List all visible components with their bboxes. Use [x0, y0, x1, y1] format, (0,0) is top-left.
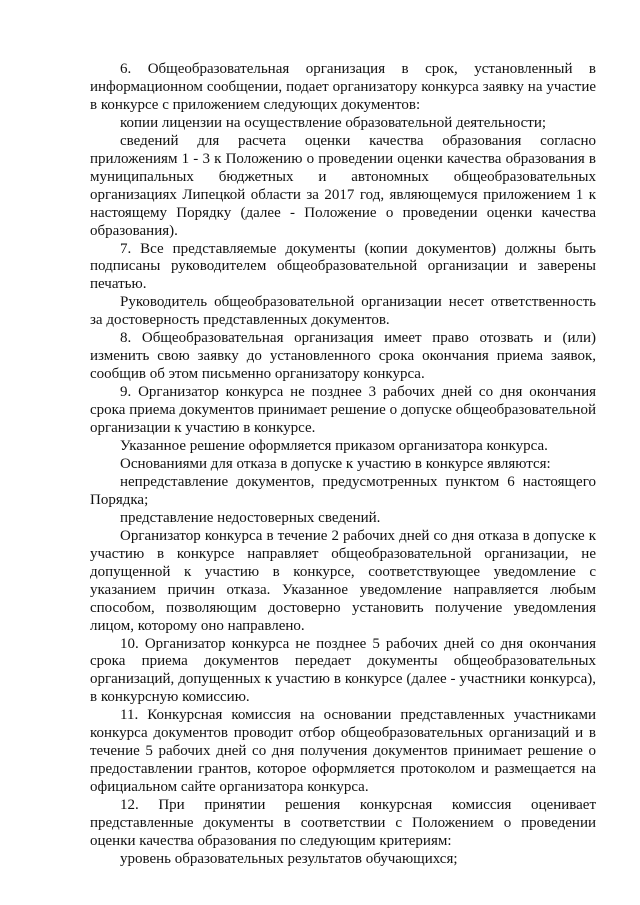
paragraph-refusal-notice: Организатор конкурса в течение 2 рабочих дней со дня отказа в допуске к участию в конкурсе направляет общеобразовательной организации, не допущенной к участию в конкурсе, соответствующее уведомление с указанием причин отказа. Указанное уведомление направляется любым способом, позволяющим достоверно установить получение уведомления лицом, которому оно направлено. [90, 527, 596, 634]
paragraph-11-selection: 11. Конкурсная комиссия на основании представленных участниками конкурса документов проводит отбор общеобразовательных организаций и в течение 5 рабочих дней со дня получения документов принимает решение о предоставлении грантов, которое оформляется протоколом и размещается на официальном сайте организатора конкурса. [90, 707, 596, 796]
paragraph-quality-data: сведений для расчета оценки качества образования согласно приложениям 1 - 3 к Положению о проведении оценки качества образования в муниципальных бюджетных и автономных общеобразовательных организациях Липецкой области за 2017 год, являющемуся приложением 1 к настоящему Порядку (далее - Положение о проведении оценки качества образования). [90, 132, 596, 239]
document-page [90, 61, 596, 869]
paragraph-7-signatures: 7. Все представляемые документы (копии документов) должны быть подписаны руководителем общеобразовательной организации и заверены печатью. [90, 240, 596, 293]
paragraph-refusal-grounds: Основаниями для отказа в допуске к участию в конкурсе являются: [120, 455, 551, 472]
paragraph-head-responsibility: Руководитель общеобразовательной организации несет ответственность за достоверность представленных документов. [90, 294, 596, 329]
paragraph-criterion-results: уровень образовательных результатов обучающихся; [120, 850, 458, 867]
paragraph-license-copies: копии лицензии на осуществление образовательной деятельности; [120, 114, 547, 131]
paragraph-8-withdraw: 8. Общеобразовательная организация имеет право отозвать и (или) изменить свою заявку до установленного срока окончания приема заявок, сообщив об этом письменно организатору конкурса. [90, 330, 596, 383]
paragraph-ground-false-info: представление недостоверных сведений. [120, 509, 381, 526]
paragraph-6-intro: 6. Общеобразовательная организация в срок, установленный в информационном сообщении, подает организатору конкурса заявку на участие в конкурсе с приложением следующих документов: [90, 61, 596, 113]
paragraph-12-criteria: 12. При принятии решения конкурсная комиссия оценивает представленные документы в соответствии с Положением о проведении оценки качества образования по следующим критериям: [90, 797, 596, 849]
paragraph-ground-missing-docs: непредставление документов, предусмотренных пунктом 6 настоящего Порядка; [90, 473, 596, 508]
paragraph-10-transfer: 10. Организатор конкурса не позднее 5 рабочих дней со дня окончания срока приема документов передает документы общеобразовательных организаций, допущенных к участию в конкурсе (далее - участники конкурса), в конкурсную комиссию. [90, 635, 596, 706]
paragraph-decision-order: Указанное решение оформляется приказом организатора конкурса. [120, 438, 548, 455]
paragraph-9-admission: 9. Организатор конкурса не позднее 3 рабочих дней со дня окончания срока приема документов принимает решение о допуске общеобразовательной организации к участию в конкурсе. [90, 384, 596, 437]
